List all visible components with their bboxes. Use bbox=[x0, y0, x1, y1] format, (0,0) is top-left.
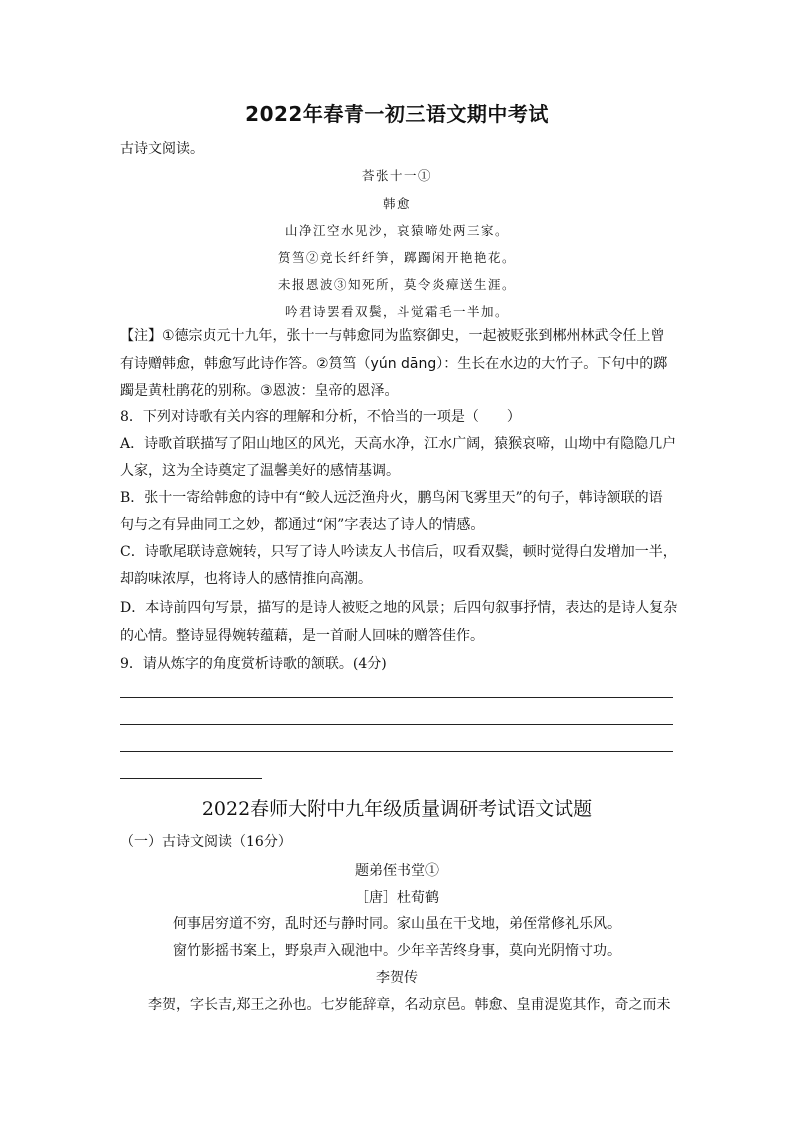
poem-line: 筼筜②竞长纤纤笋，踯躅闲开艳艳花。 bbox=[277, 250, 516, 265]
question-8-option-line: B．张十一寄给韩愈的诗中有“鲛人远泛渔舟火，鹏鸟闲飞雾里天”的句子，韩诗颔联的语 bbox=[120, 490, 663, 506]
poem-author: 韩愈 bbox=[382, 196, 411, 211]
answer-line[interactable] bbox=[120, 697, 673, 698]
prose-title: 李贺传 bbox=[376, 970, 418, 986]
note-line: 有诗赠韩愈，韩愈写此诗作答。②筼筜（yún dāng）：生长在水边的大竹子。下句中的踯 bbox=[120, 356, 668, 372]
footnote-divider bbox=[120, 778, 262, 779]
poem-line: 山净江空水见沙，哀猿啼处两三家。 bbox=[284, 223, 509, 238]
question-8-option-line: C．诗歌尾联诗意婉转，只写了诗人吟读友人书信后，叹看双鬓，顿时觉得白发增加一半， bbox=[120, 544, 677, 560]
exam-title: 2022年春青一初三语文期中考试 bbox=[245, 102, 549, 126]
answer-line[interactable] bbox=[120, 724, 673, 725]
question-8-option-line: D．本诗前四句写景，描写的是诗人被贬之地的风景；后四句叙事抒情，表达的是诗人复杂 bbox=[120, 600, 678, 616]
poem2-title: 题弟侄书堂① bbox=[355, 863, 439, 879]
poem-title: 荅张十一① bbox=[361, 168, 432, 183]
prose-line: 李贺，字长吉,郑王之孙也。七岁能辞章，名动京邑。韩愈、皇甫湜览其作，奇之而未 bbox=[148, 997, 671, 1013]
answer-line[interactable] bbox=[120, 751, 673, 752]
poem2-line: 窗竹影摇书案上，野泉声入砚池中。少年辛苦终身事，莫向光阴惰寸功。 bbox=[173, 943, 621, 959]
poem2-line: 何事居穷道不穷，乱时还与静时同。家山虽在干戈地，弟侄常修礼乐风。 bbox=[173, 916, 621, 932]
section-label: 古诗文阅读。 bbox=[120, 141, 204, 157]
question-9-stem: 9．请从炼字的角度赏析诗歌的颔联。(4分) bbox=[120, 656, 387, 672]
exam-title-2: 2022春师大附中九年级质量调研考试语文试题 bbox=[201, 798, 593, 820]
note-line: 躅是黄杜鹃花的别称。③恩波：皇帝的恩泽。 bbox=[120, 383, 399, 399]
poem2-author: ［唐］杜荀鹤 bbox=[355, 890, 439, 906]
note-line: 【注】①德宗贞元十九年，张十一与韩愈同为监察御史，一起被贬张到郴州林武令任上曾 bbox=[120, 328, 665, 344]
question-8-option-line: 人家，这为全诗奠定了温馨美好的感情基调。 bbox=[120, 463, 400, 479]
section-label-2: （一）古诗文阅读（16分） bbox=[120, 834, 292, 850]
question-8-stem: 8．下列对诗歌有关内容的理解和分析，不恰当的一项是（ ） bbox=[120, 409, 521, 425]
question-8-option-line: 句与之有异曲同工之妙，都通过“闲”字表达了诗人的情感。 bbox=[120, 517, 485, 533]
question-8-option-line: 的心情。整诗显得婉转蕴藉，是一首耐人回味的赠答佳作。 bbox=[120, 628, 484, 644]
poem-line: 吟君诗罢看双鬓，斗觉霜毛一半加。 bbox=[284, 304, 509, 319]
question-8-option-line: A．诗歌首联描写了阳山地区的风光，天高水净，江水广阔，猿猴哀啼，山坳中有隐隐几户 bbox=[120, 436, 677, 452]
poem-line: 未报恩波③知死所，莫令炎瘴送生涯。 bbox=[277, 277, 516, 292]
question-8-option-line: 却韵味浓厚，也将诗人的感情推向高潮。 bbox=[120, 571, 372, 587]
